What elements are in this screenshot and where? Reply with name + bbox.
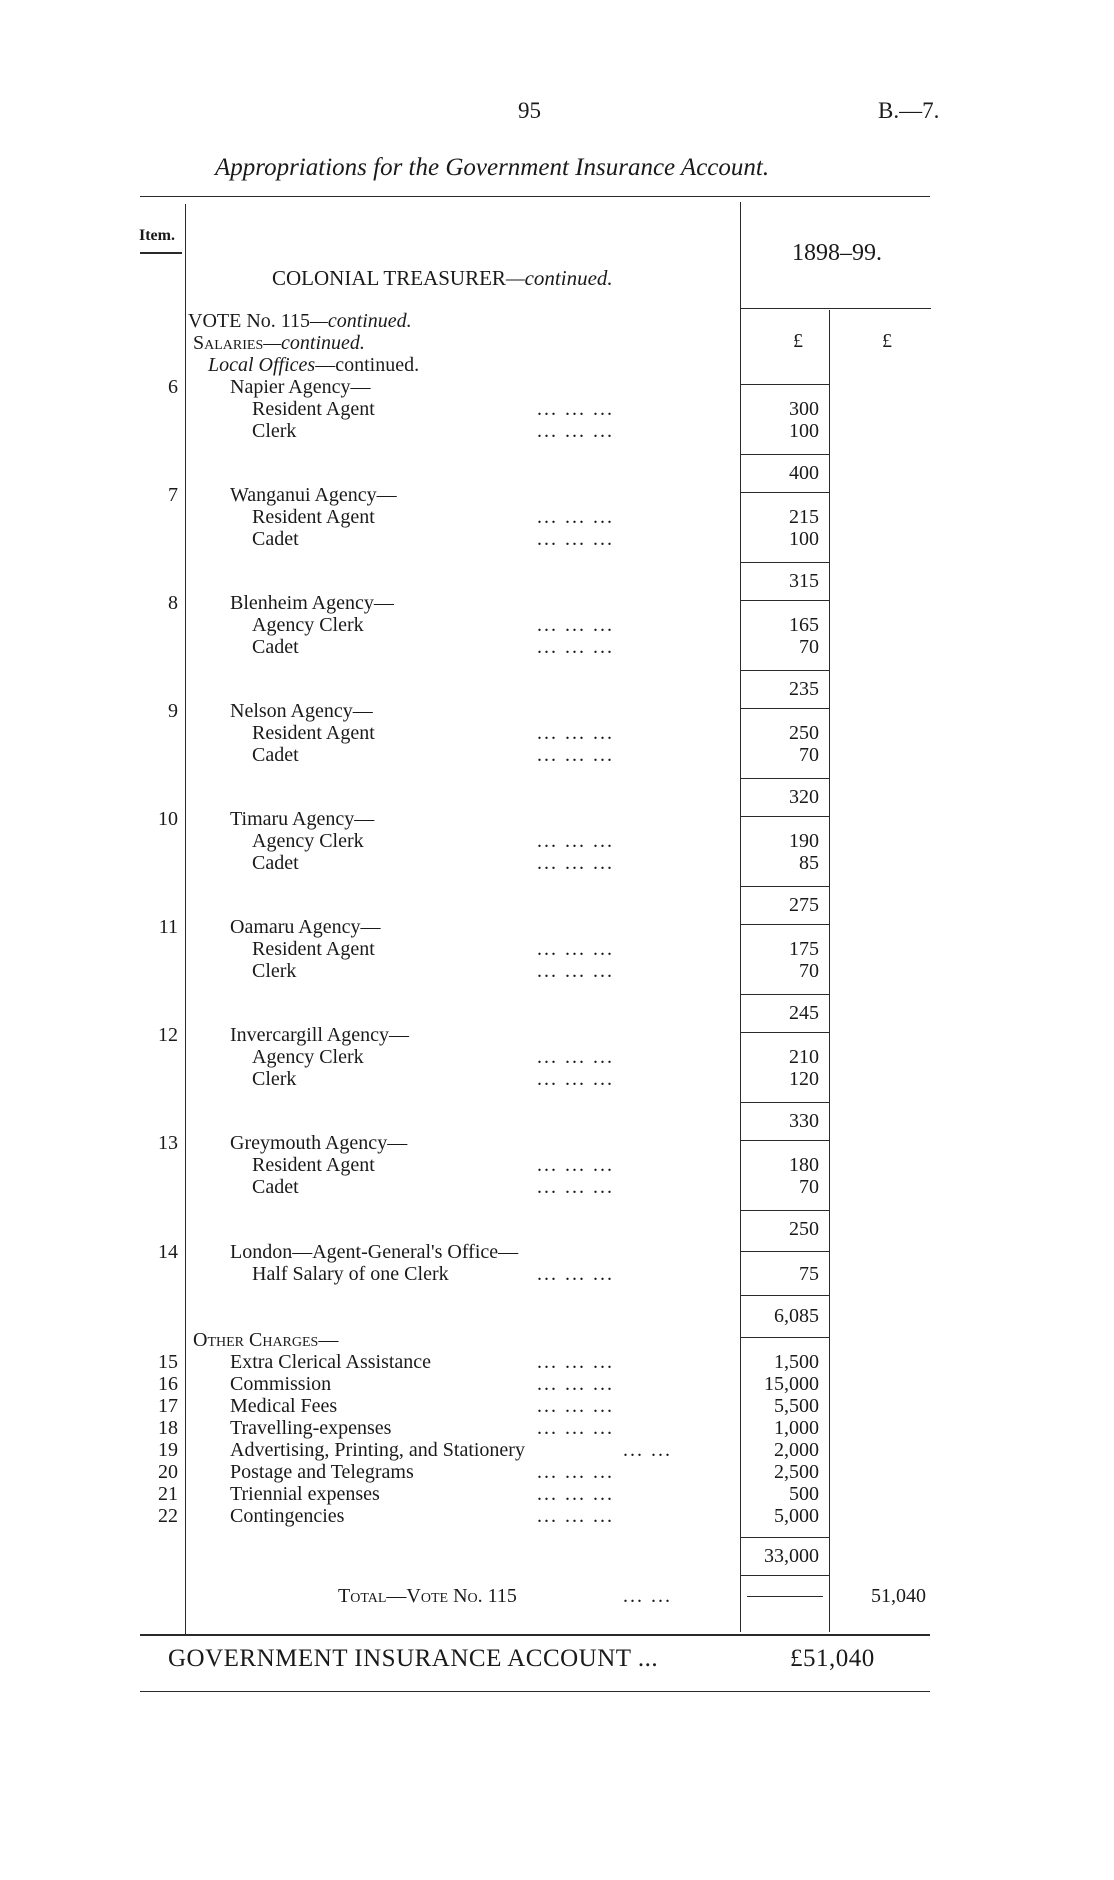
- footer-rule: [140, 1691, 930, 1692]
- charge-amount: 5,500: [774, 1395, 819, 1417]
- total-vote-label: Total—Vote No. 115: [338, 1585, 517, 1607]
- agency-name: Napier Agency—: [230, 376, 371, 398]
- total-vote-amount: 51,040: [871, 1585, 926, 1607]
- group-rule-top: [741, 924, 829, 925]
- group-rule-top: [741, 1032, 829, 1033]
- dot-leader: ... ... ...: [537, 1263, 614, 1285]
- row-amount: 70: [799, 636, 819, 658]
- dot-leader: ... ... ...: [537, 1373, 614, 1395]
- london-amount: 75: [799, 1263, 819, 1285]
- row-label: Clerk: [252, 1068, 297, 1090]
- subtotal-rule: [741, 778, 829, 779]
- charge-label: Postage and Telegrams: [230, 1461, 414, 1483]
- row-label: Agency Clerk: [252, 830, 364, 852]
- group-rule-top: [741, 1140, 829, 1141]
- item-number: 13: [158, 1132, 178, 1154]
- agency-name: Invercargill Agency—: [230, 1024, 410, 1046]
- row-label: Resident Agent: [252, 506, 375, 528]
- group-subtotal: 330: [789, 1110, 819, 1132]
- dot-leader: ... ... ...: [537, 1395, 614, 1417]
- dot-leader: ... ...: [623, 1439, 672, 1461]
- item-number: 17: [158, 1395, 178, 1417]
- row-amount: 70: [799, 960, 819, 982]
- row-amount: 250: [789, 722, 819, 744]
- year-header-underline: [741, 308, 931, 309]
- dot-leader: ... ... ...: [537, 722, 614, 744]
- dot-leader: ... ... ...: [537, 960, 614, 982]
- document-reference: B.—7.: [878, 98, 940, 123]
- row-amount: 165: [789, 614, 819, 636]
- row-label: Cadet: [252, 744, 299, 766]
- row-amount: 190: [789, 830, 819, 852]
- pound-left-header: £: [793, 330, 803, 352]
- dot-leader: ... ... ...: [537, 1046, 614, 1068]
- dot-leader: ... ... ...: [537, 398, 614, 420]
- row-label: Resident Agent: [252, 1154, 375, 1176]
- dot-leader: ... ... ...: [537, 420, 614, 442]
- charge-label: Advertising, Printing, and Stationery: [230, 1439, 525, 1461]
- charge-amount: 1,000: [774, 1417, 819, 1439]
- item-number: 15: [158, 1351, 178, 1373]
- subtotal-rule: [741, 1102, 829, 1103]
- dot-leader: ... ... ...: [537, 938, 614, 960]
- table-bottom-rule: [140, 1634, 930, 1636]
- dot-leader: ... ... ...: [537, 1461, 614, 1483]
- agency-name: Nelson Agency—: [230, 700, 373, 722]
- dot-leader: ... ... ...: [537, 636, 614, 658]
- dot-leader: ... ... ...: [537, 1505, 614, 1527]
- row-amount: 120: [789, 1068, 819, 1090]
- item-column-header: Item.: [139, 227, 175, 244]
- local-offices-line: Local Offices—continued.: [208, 354, 420, 376]
- item-number: 10: [158, 808, 178, 830]
- dot-leader: ... ... ...: [537, 1176, 614, 1198]
- grand-total-amount: £51,040: [790, 1645, 875, 1672]
- other-charges-heading: Other Charges—: [193, 1329, 339, 1351]
- item-number: 7: [168, 484, 178, 506]
- subtotal-rule: [741, 454, 829, 455]
- year-column-header: 1898–99.: [792, 240, 882, 266]
- agency-name: Wanganui Agency—: [230, 484, 397, 506]
- item-number: 12: [158, 1024, 178, 1046]
- subtotal-rule: [741, 886, 829, 887]
- dot-leader: ... ... ...: [537, 528, 614, 550]
- salaries-line: Salaries—continued.: [193, 332, 365, 354]
- group-subtotal: 245: [789, 1002, 819, 1024]
- item-number: 9: [168, 700, 178, 722]
- row-label: Clerk: [252, 420, 297, 442]
- charge-label: Triennial expenses: [230, 1483, 380, 1505]
- row-amount: 300: [789, 398, 819, 420]
- group-rule-top: [741, 816, 829, 817]
- amount-column-mid-rule: [829, 310, 830, 1632]
- dot-leader: ... ... ...: [537, 1351, 614, 1373]
- group-subtotal: 250: [789, 1218, 819, 1240]
- row-label: Resident Agent: [252, 722, 375, 744]
- item-number: 14: [158, 1241, 178, 1263]
- charge-amount: 5,000: [774, 1505, 819, 1527]
- item-column-rule: [185, 204, 186, 1634]
- item-header-underline: [140, 252, 182, 254]
- row-amount: 100: [789, 528, 819, 550]
- dot-leader: ... ... ...: [537, 506, 614, 528]
- row-amount: 215: [789, 506, 819, 528]
- item-number: 19: [158, 1439, 178, 1461]
- row-amount: 175: [789, 938, 819, 960]
- pound-right-header: £: [882, 330, 892, 352]
- dot-leader: ... ... ...: [537, 744, 614, 766]
- item-number: 20: [158, 1461, 178, 1483]
- total-vote-dash: [747, 1596, 823, 1597]
- row-label: Cadet: [252, 528, 299, 550]
- other-charges-total-rule: [741, 1537, 829, 1538]
- agency-name: Blenheim Agency—: [230, 592, 394, 614]
- row-amount: 210: [789, 1046, 819, 1068]
- dot-leader: ... ... ...: [537, 1154, 614, 1176]
- charge-label: Extra Clerical Assistance: [230, 1351, 432, 1373]
- salaries-total: 6,085: [774, 1305, 819, 1327]
- london-rule-above: [741, 1251, 829, 1252]
- agency-name: Oamaru Agency—: [230, 916, 381, 938]
- subtotal-rule: [741, 670, 829, 671]
- other-charges-total: 33,000: [764, 1545, 819, 1567]
- group-rule-top: [741, 492, 829, 493]
- page-number: 95: [518, 98, 541, 123]
- charge-amount: 2,500: [774, 1461, 819, 1483]
- row-amount: 100: [789, 420, 819, 442]
- charge-label: Medical Fees: [230, 1395, 338, 1417]
- group-subtotal: 235: [789, 678, 819, 700]
- salaries-total-rule: [741, 1295, 829, 1296]
- row-amount: 180: [789, 1154, 819, 1176]
- charge-label: Contingencies: [230, 1505, 345, 1527]
- row-label: Cadet: [252, 1176, 299, 1198]
- item-number: 6: [168, 376, 178, 398]
- charge-amount: 1,500: [774, 1351, 819, 1373]
- other-charges-total-rule-below: [741, 1575, 829, 1576]
- item-number: 22: [158, 1505, 178, 1527]
- item-number: 16: [158, 1373, 178, 1395]
- charge-amount: 15,000: [764, 1373, 819, 1395]
- vote-line: VOTE No. 115—continued.: [188, 310, 412, 332]
- other-charges-rule: [741, 1337, 829, 1338]
- agency-name: Timaru Agency—: [230, 808, 375, 830]
- dot-leader: ... ... ...: [537, 1417, 614, 1439]
- subtotal-rule: [741, 562, 829, 563]
- item-number: 11: [158, 916, 178, 938]
- group-rule-top: [741, 708, 829, 709]
- department-heading: COLONIAL TREASURER—continued.: [272, 266, 613, 290]
- subtotal-rule: [741, 1210, 829, 1211]
- group-subtotal: 400: [789, 462, 819, 484]
- charge-label: Travelling-expenses: [230, 1417, 392, 1439]
- london-agency-name: London—Agent-General's Office—: [230, 1241, 519, 1263]
- dot-leader: ... ... ...: [537, 830, 614, 852]
- dot-leader: ... ... ...: [537, 852, 614, 874]
- row-amount: 85: [799, 852, 819, 874]
- item-number: 18: [158, 1417, 178, 1439]
- charge-amount: 2,000: [774, 1439, 819, 1461]
- total-vote-leader: ... ...: [623, 1585, 672, 1607]
- row-label: Cadet: [252, 852, 299, 874]
- group-rule-top: [741, 600, 829, 601]
- row-label: Resident Agent: [252, 398, 375, 420]
- subtotal-rule: [741, 994, 829, 995]
- dot-leader: ... ... ...: [537, 1483, 614, 1505]
- group-subtotal: 315: [789, 570, 819, 592]
- group-subtotal: 320: [789, 786, 819, 808]
- row-label: Resident Agent: [252, 938, 375, 960]
- row-label: Agency Clerk: [252, 1046, 364, 1068]
- amount-column-left-rule: [740, 202, 741, 1632]
- item-number: 21: [158, 1483, 178, 1505]
- charge-amount: 500: [789, 1483, 819, 1505]
- group-subtotal: 275: [789, 894, 819, 916]
- row-amount: 70: [799, 1176, 819, 1198]
- group-rule-top: [741, 384, 829, 385]
- dot-leader: ... ... ...: [537, 614, 614, 636]
- row-label: Cadet: [252, 636, 299, 658]
- grand-total-label: GOVERNMENT INSURANCE ACCOUNT ...: [168, 1645, 659, 1672]
- item-number: 8: [168, 592, 178, 614]
- row-label: Agency Clerk: [252, 614, 364, 636]
- london-row-label: Half Salary of one Clerk: [252, 1263, 449, 1285]
- row-label: Clerk: [252, 960, 297, 982]
- page-title: Appropriations for the Government Insurance Account.: [215, 154, 770, 181]
- agency-name: Greymouth Agency—: [230, 1132, 408, 1154]
- table-top-rule: [140, 196, 930, 197]
- charge-label: Commission: [230, 1373, 332, 1395]
- row-amount: 70: [799, 744, 819, 766]
- dot-leader: ... ... ...: [537, 1068, 614, 1090]
